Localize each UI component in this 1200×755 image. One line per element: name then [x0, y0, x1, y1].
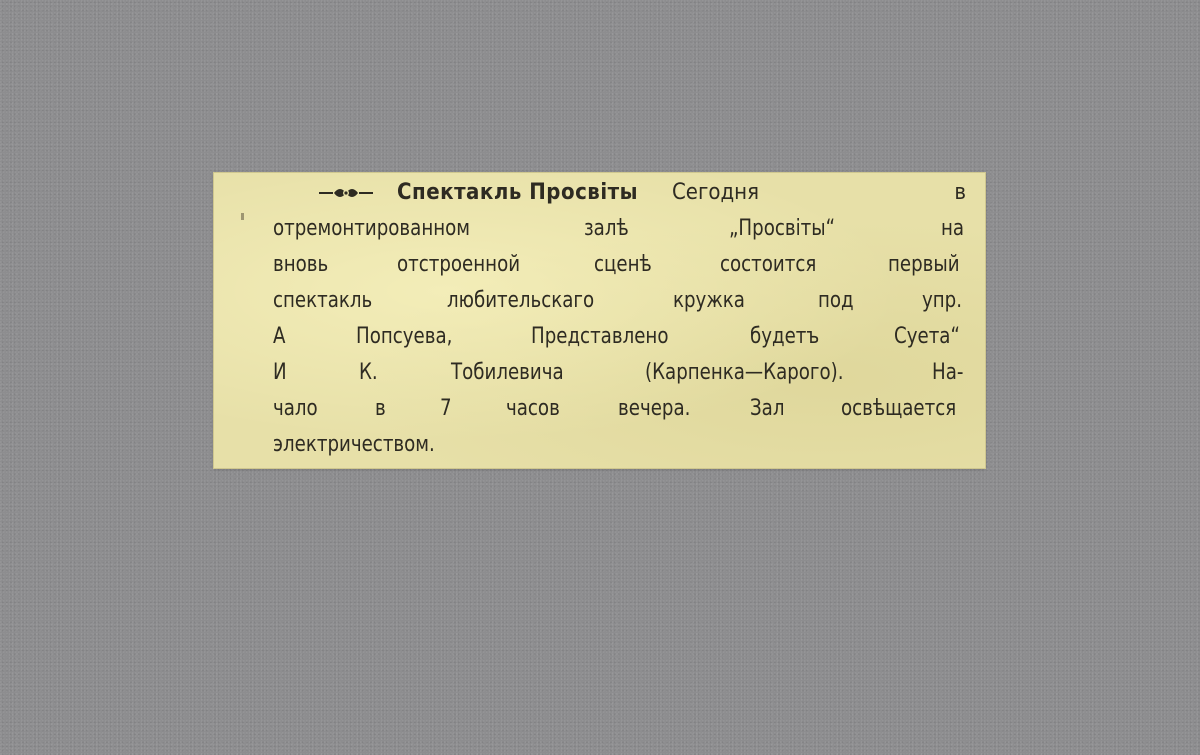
word: вновь [273, 252, 329, 277]
word: на [940, 216, 964, 241]
word: в [954, 180, 966, 205]
text-line-7 [273, 427, 966, 463]
word: Тобилевича [450, 360, 564, 385]
heading-rest [672, 175, 966, 211]
text-line-4 [273, 319, 966, 355]
word: под [817, 288, 854, 313]
word: будетъ [749, 324, 819, 349]
margin-mark [241, 213, 244, 220]
text-line-6 [273, 391, 966, 427]
article-heading: Спектакль Просвіты [397, 180, 638, 205]
article-text [273, 175, 966, 463]
word: отремонтированном [273, 216, 471, 241]
word: А [273, 324, 286, 349]
word: освѣщается [840, 396, 956, 421]
word: К. [359, 360, 378, 385]
word: Сегодня [671, 180, 760, 205]
word: Суета“ [894, 324, 961, 349]
word: любительскаго [447, 288, 595, 313]
word: (Карпенка—Карого). [644, 360, 844, 385]
heading-line [273, 175, 966, 211]
word: Представлено [530, 324, 668, 349]
word: Зал [749, 396, 785, 421]
word: упр. [922, 288, 963, 313]
text-line-1 [273, 211, 966, 247]
word: часов [505, 396, 560, 421]
word: первый [888, 252, 960, 277]
word: 7 [439, 396, 452, 421]
newspaper-clipping [214, 173, 985, 468]
word: сценѣ [593, 252, 652, 277]
word: состоится [719, 252, 817, 277]
word: вечера. [617, 396, 691, 421]
word: На- [931, 360, 964, 385]
word: спектакль [273, 288, 373, 313]
word: чало [273, 396, 318, 421]
text-line-3 [273, 283, 966, 319]
text-line-2 [273, 247, 966, 283]
word: Попсуева, [356, 324, 453, 349]
fleuron-ornament-icon [317, 184, 375, 202]
text-line-5 [273, 355, 966, 391]
word: отстроенной [396, 252, 520, 277]
word: в [374, 396, 386, 421]
word: „Просвіты“ [729, 216, 836, 241]
word: кружка [673, 288, 746, 313]
word: И [273, 360, 287, 385]
word: залѣ [583, 216, 629, 241]
word: электричеством. [273, 432, 435, 457]
